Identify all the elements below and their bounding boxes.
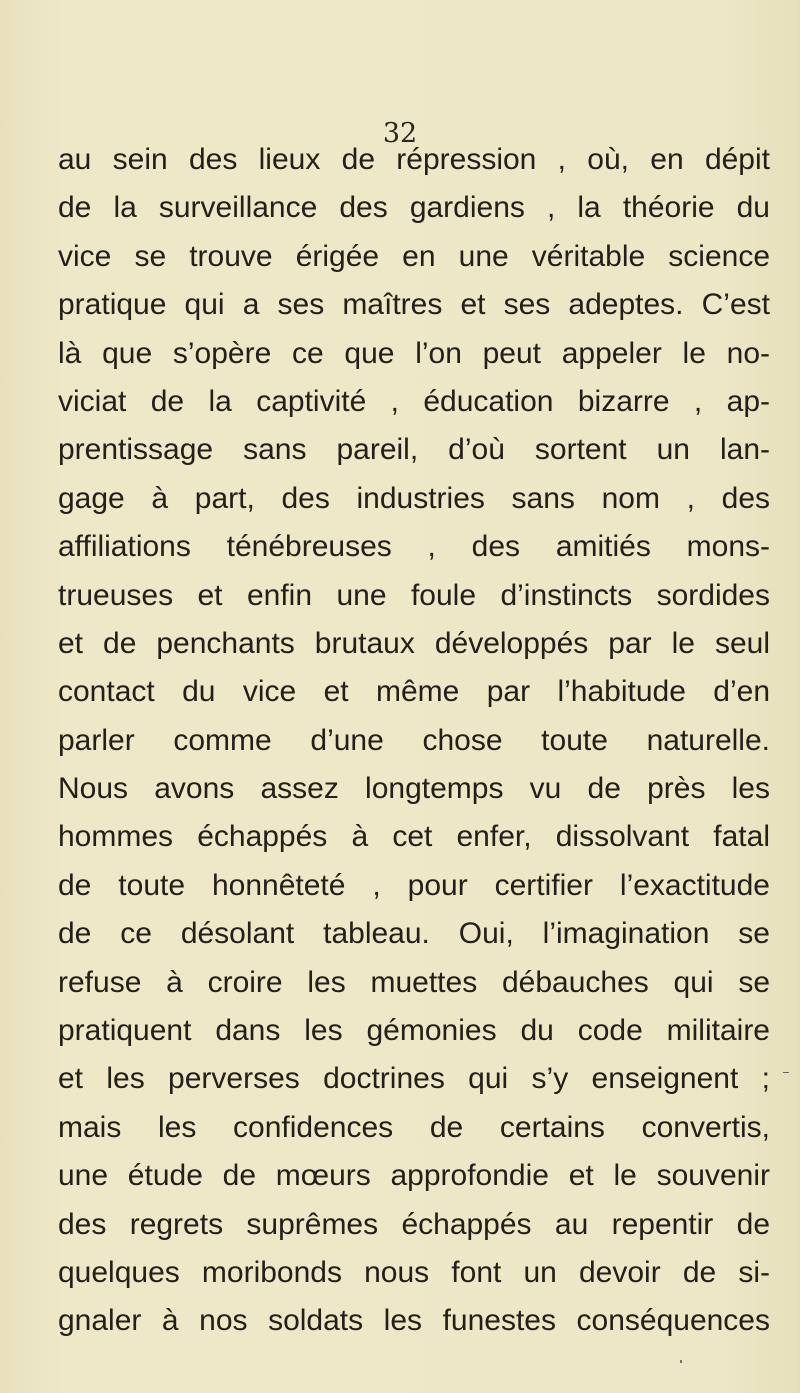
body-text bbox=[58, 136, 770, 1346]
text-line: refuse à croire les muettes débauches qui se bbox=[58, 965, 770, 999]
text-line: pratiquent dans les gémonies du code militaire bbox=[58, 1014, 770, 1048]
text-line: contact du vice et même par l’habitude d’en bbox=[58, 675, 770, 709]
text-line: parler comme d’une chose toute naturelle. bbox=[58, 723, 770, 757]
text-line: quelques moribonds nous font un devoir de si- bbox=[58, 1255, 770, 1289]
text-line: de toute honnêteté , pour certifier l’exactitude bbox=[58, 868, 770, 902]
text-line: là que s’opère ce que l’on peut appeler le no- bbox=[58, 336, 770, 370]
text-line: et de penchants brutaux développés par le seul bbox=[58, 626, 770, 660]
text-line: prentissage sans pareil, d’où sortent un lan- bbox=[58, 433, 770, 467]
text-line: vice se trouve érigée en une véritable science bbox=[58, 239, 770, 273]
text-line: gnaler à nos soldats les funestes conséquences bbox=[58, 1304, 770, 1338]
text-line: pratique qui a ses maîtres et ses adeptes. C’est bbox=[58, 288, 770, 322]
page-number: 32 bbox=[382, 118, 418, 149]
margin-mark bbox=[783, 1072, 789, 1073]
text-line: affiliations ténébreuses , des amitiés mons- bbox=[58, 530, 770, 564]
paper-speck bbox=[680, 1360, 682, 1363]
text-line: trueuses et enfin une foule d’instincts sordides bbox=[58, 578, 770, 612]
text-line: de la surveillance des gardiens , la théorie du bbox=[58, 191, 770, 225]
text-line: et les perverses doctrines qui s’y enseignent ; bbox=[58, 1062, 770, 1096]
text-line: de ce désolant tableau. Oui, l’imagination se bbox=[58, 917, 770, 951]
text-line: gage à part, des industries sans nom , des bbox=[58, 481, 770, 515]
text-line: viciat de la captivité , éducation bizarre , ap- bbox=[58, 384, 770, 418]
text-line: Nous avons assez longtemps vu de près les bbox=[58, 772, 770, 806]
text-line: au sein des lieux de répression , où, en dépit bbox=[58, 143, 770, 176]
text-line: une étude de mœurs approfondie et le souvenir bbox=[58, 1159, 770, 1193]
text-line: mais les confidences de certains convertis, bbox=[58, 1110, 770, 1144]
text-line: des regrets suprêmes échappés au repentir de bbox=[58, 1207, 770, 1241]
text-line: hommes échappés à cet enfer, dissolvant fatal bbox=[58, 820, 770, 854]
